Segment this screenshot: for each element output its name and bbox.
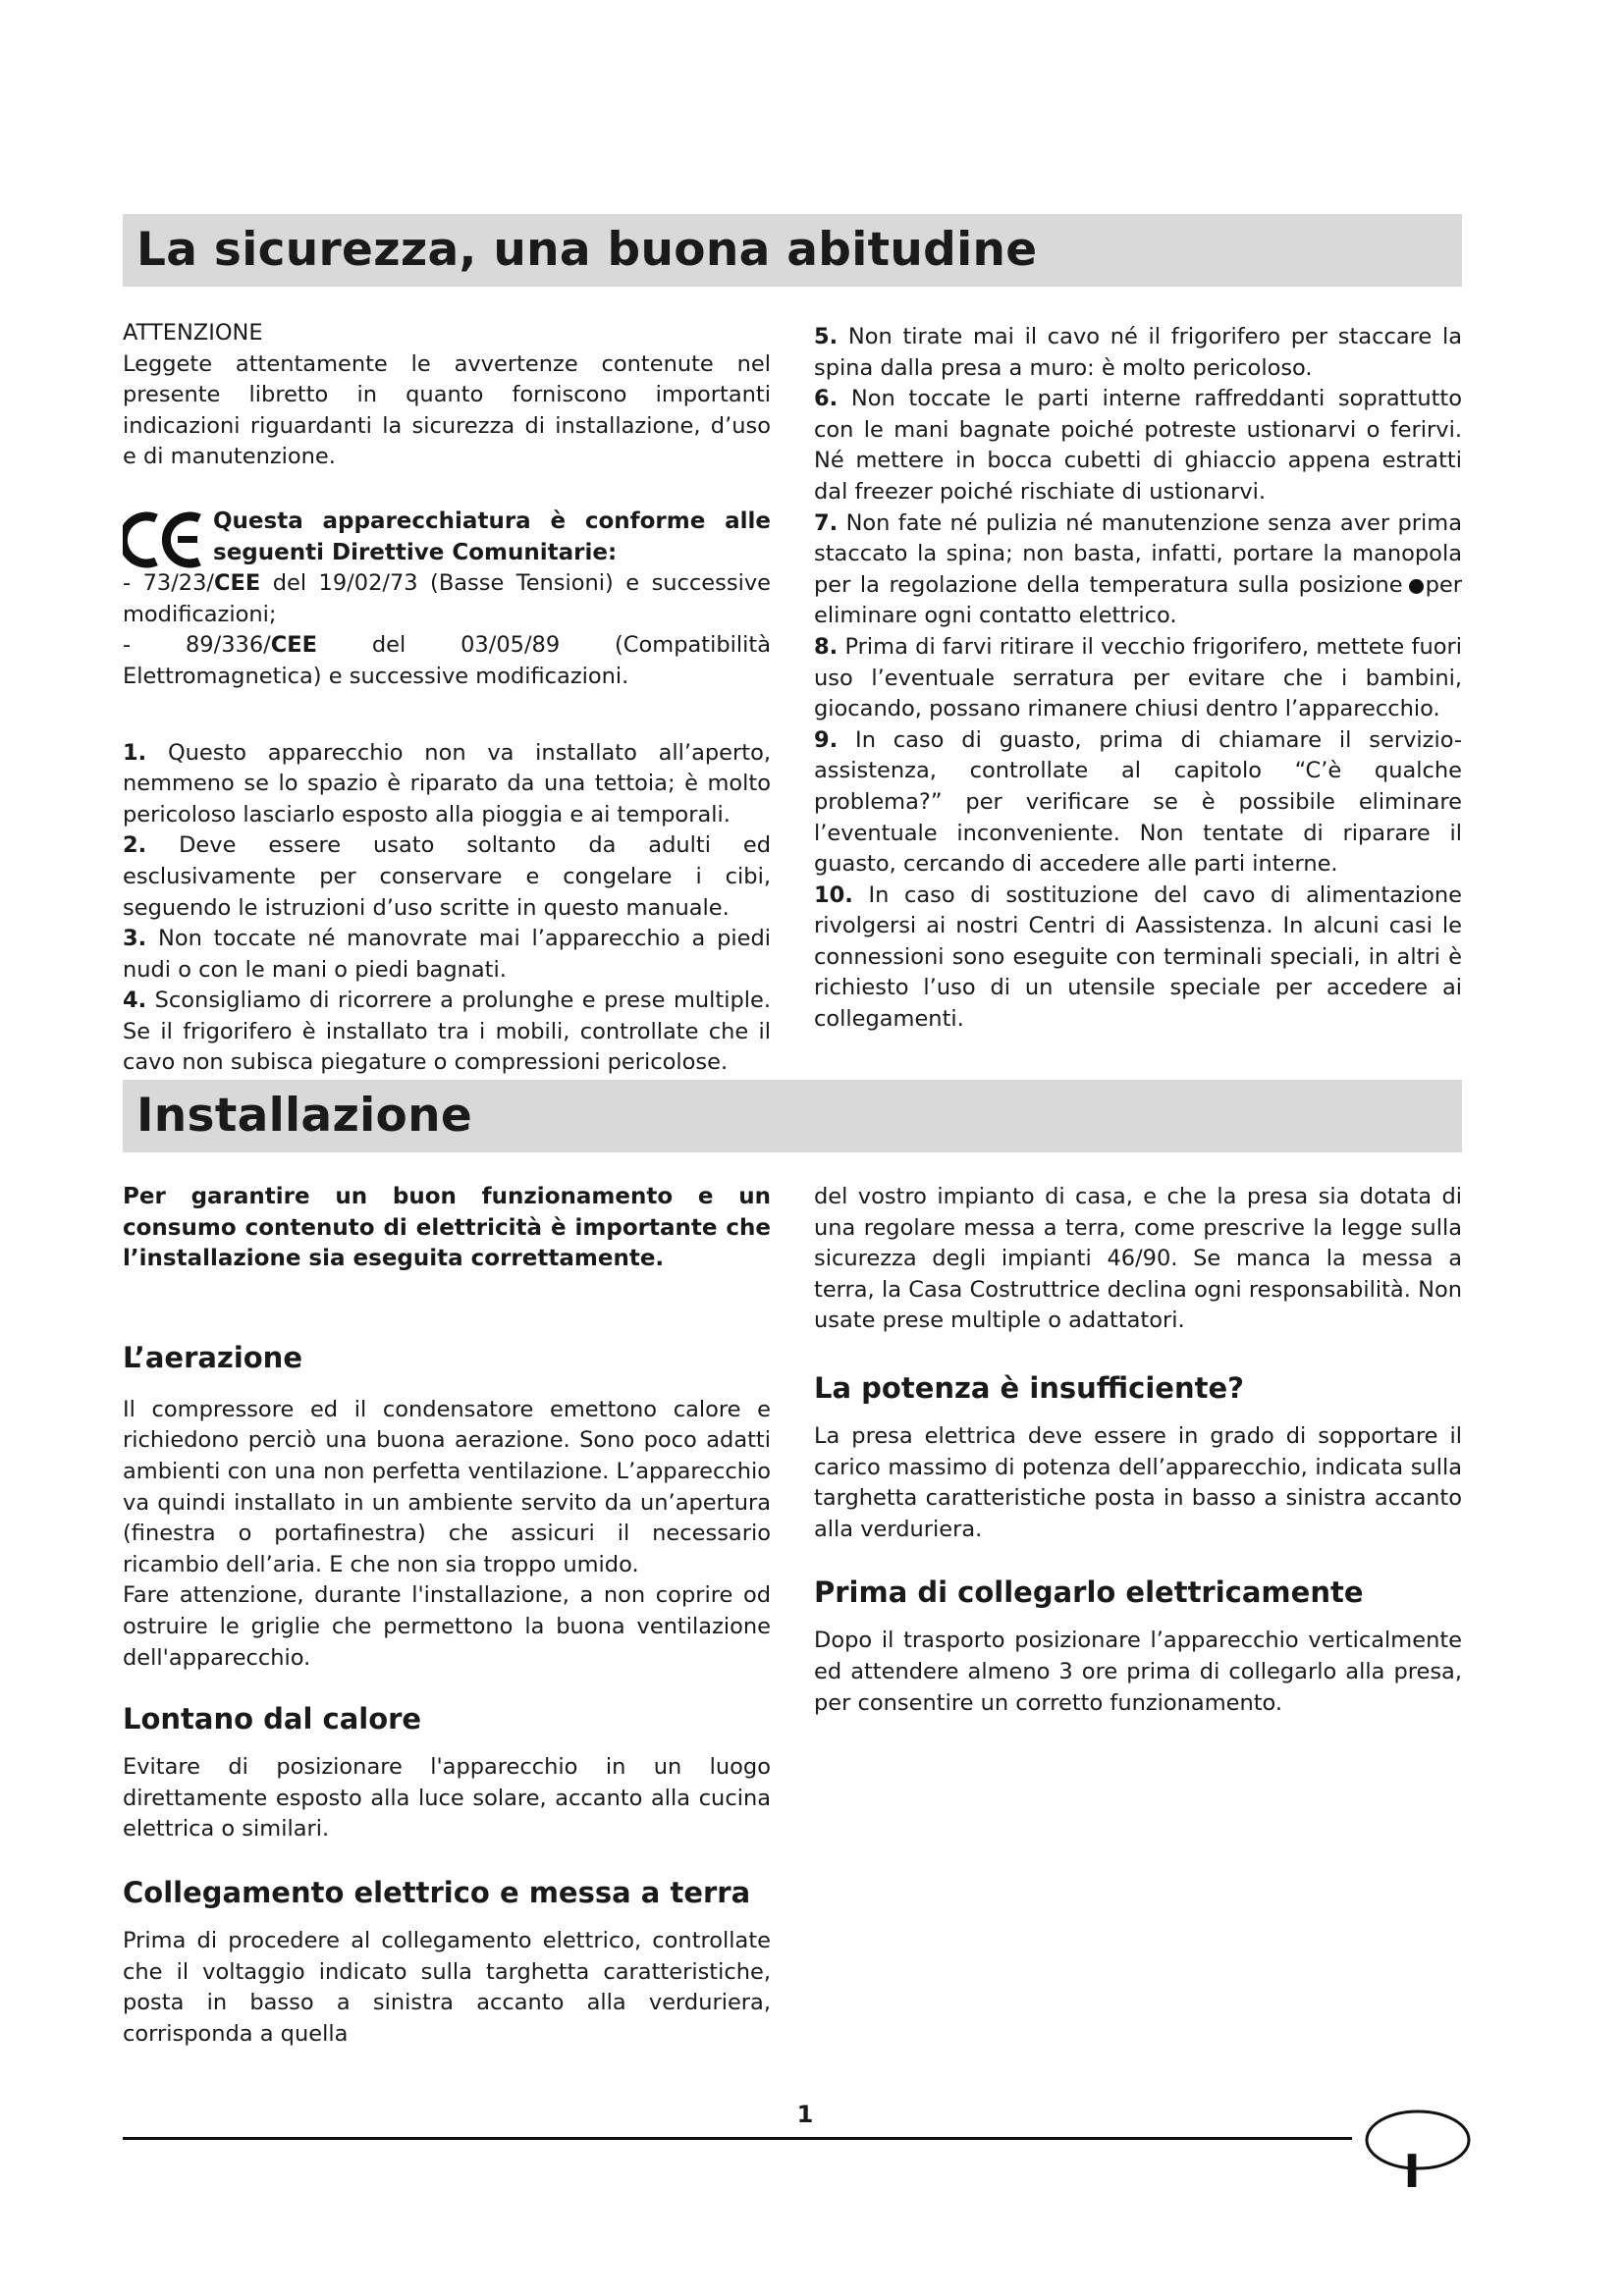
directive-1-cee: CEE [214,570,261,597]
safety-item-3 [123,924,771,986]
subheading-collegamento: Collegamento elettrico e messa a terra [123,1875,751,1909]
calore-paragraph: Evitare di posizionare l'apparecchio in un luogo direttamente esposto alla luce solare, accanto alla cucina elettrica o similari. [123,1754,771,1842]
item-number: 10. [814,881,853,908]
item-number: 1. [123,739,147,766]
directive-2-text: del 03/05/89 (Compatibilità Elettromagnetica) e successive modificazioni. [123,632,771,689]
item-text: Non tirate mai il cavo né il frigorifero per staccare la spina dalla presa a muro: è molto pericoloso. [814,324,1462,381]
item-text: Sconsigliamo di ricorrere a prolunghe e prese multiple. Se il frigorifero è installato tra i mobili, controllate che il cavo non subisca piegature o compressioni pericolose. [123,988,771,1076]
item-number: 3. [123,926,147,952]
installation-left-column [123,1182,771,2050]
prima-paragraph: Dopo il trasporto posizionare l’apparecchio verticalmente ed attendere almeno 3 ore prima di collegarlo alla presa, per consentire un corretto funzionamento. [814,1628,1462,1716]
safety-item-10 [814,881,1462,1036]
item-text: Prima di farvi ritirare il vecchio frigorifero, mettete fuori uso l’eventuale serratura per evitare che i bambini, giocando, possano rimanere chiusi dentro l’apparecchio. [814,633,1462,722]
ce-conformity-block [123,507,771,568]
directive-1 [123,568,771,630]
item-number: 7. [814,509,839,536]
safety-item-9 [814,725,1462,881]
item-text: In caso di guasto, prima di chiamare il servizio-assistenza, controllate al capitolo “C’è qualche problema?” per verificare se è possibile eliminare l’eventuale inconveniente. Non tentate di riparare il guasto, cercando di accedere alle parti interne. [814,726,1462,878]
collegamento-paragraph: Prima di procedere al collegamento elettrico, controllate che il voltaggio indicato sulla targhetta caratteristiche, posta in basso a sinistra accanto alla verduriera, corrisponda a quella [123,1927,771,2047]
ce-title: Questa apparecchiatura è conforme alle seguenti Direttive Comunitarie: [213,507,771,565]
safety-item-1 [123,738,771,831]
section-title-safety: La sicurezza, una buona abitudine [136,223,1038,277]
safety-right-column [814,322,1462,1036]
language-letter: I [1403,2145,1421,2193]
potenza-paragraph: La presa elettrica deve essere in grado di sopportare il carico massimo di potenza dell’apparecchio, indicata sulla targhetta caratteristiche posta in basso a sinistra accanto alla verduriera. [814,1422,1462,1542]
aerazione-paragraph-2: Fare attenzione, durante l'installazione, a non coprire od ostruire le griglie che permettono la buona ventilazione dell'apparecchio. [123,1582,771,1671]
directive-2 [123,630,771,692]
item-text: Non fate né pulizia né manutenzione senza aver prima staccato la spina; non basta, infatti, portare la manopola per la regolazione della temperatura sulla posizione [814,509,1462,598]
item-text-continued: per eliminare ogni contatto elettrico. [814,571,1462,629]
item-text: Questo apparecchio non va installato all’aperto, nemmeno se lo spazio è riparato da una tettoia; è molto pericoloso lasciarlo esposto alla pioggia e ai temporali. [123,739,771,828]
item-text: Non toccate le parti interne raffreddanti soprattutto con le mani bagnate poiché potreste ustionarvi o ferirvi. Né mettere in bocca cubetti di ghiaccio appena estratti dal freezer poiché rischiate di ustionarvi. [814,386,1462,505]
item-text: Non toccate né manovrate mai l’apparecchio a piedi nudi o con le mani o piedi bagnati. [123,926,771,983]
item-number: 4. [123,988,147,1014]
directive-2-prefix: - 89/336/ [123,632,271,659]
subheading-calore: Lontano dal calore [123,1702,422,1736]
section-title-installation: Installazione [136,1089,473,1143]
installation-right-column [814,1182,1462,1719]
safety-item-6 [814,384,1462,507]
page-number: 1 [796,2101,814,2128]
safety-item-8 [814,632,1462,725]
off-position-dot-icon [1409,579,1424,594]
aerazione-paragraph-1: Il compressore ed il condensatore emettono calore e richiedono perciò una buona aerazione. Sono poco adatti ambienti con una non perfetta ventilazione. L’apparecchio va quindi installato in un ambiente servito da un’apertura (finestra o portafinestra) che assicuri il necessario ricambio dell’aria. E che non sia troppo umido. [123,1396,771,1577]
language-tab-icon [1351,2105,1479,2193]
subheading-aerazione: L’aerazione [123,1340,302,1374]
attention-text: Leggete attentamente le avvertenze contenute nel presente libretto in quanto forniscono importanti indicazioni riguardanti la sicurezza di installazione, d’uso e di manutenzione. [123,350,771,470]
ce-mark-icon [123,508,207,569]
safety-item-4 [123,986,771,1079]
subheading-prima-collegarlo: Prima di collegarlo elettricamente [814,1575,1364,1610]
attention-label: ATTENZIONE [123,320,263,346]
item-number: 8. [814,633,839,660]
safety-left-column [123,318,771,1079]
item-text: Deve essere usato soltanto da adulti ed esclusivamente per conservare e congelare i cibi, seguendo le istruzioni d’uso scritte in questo manuale. [123,832,771,921]
footer-rule [123,2137,1352,2140]
section-header-installation [123,1080,1462,1152]
safety-item-2 [123,830,771,924]
section-header-safety [123,214,1462,287]
item-number: 2. [123,832,147,859]
item-number: 6. [814,386,839,412]
item-number: 9. [814,726,839,753]
safety-item-5 [814,322,1462,384]
directive-2-cee: CEE [270,632,317,659]
item-number: 5. [814,324,839,349]
subheading-potenza: La potenza è insufficiente? [814,1370,1244,1405]
collegamento-paragraph-continued: del vostro impianto di casa, e che la presa sia dotata di una regolare messa a terra, come prescrive la legge sulla sicurezza degli impianti 46/90. Se manca la messa a terra, la Casa Costruttrice declina ogni responsabilità. Non usate prese multiple o adattatori. [814,1184,1462,1334]
directive-1-prefix: - 73/23/ [123,570,214,597]
installation-intro: Per garantire un buon funzionamento e un consumo contenuto di elettricità è importante che l’installazione sia eseguita correttamente. [123,1184,771,1272]
directive-1-text: del 19/02/73 (Basse Tensioni) e successive modificazioni; [123,570,771,627]
safety-item-7 [814,508,1462,632]
item-text: In caso di sostituzione del cavo di alimentazione rivolgersi ai nostri Centri di Aassistenza. In alcuni casi le connessioni sono eseguite con terminali speciali, in altri è richiesto l’uso di un utensile speciale per accedere ai collegamenti. [814,881,1462,1033]
